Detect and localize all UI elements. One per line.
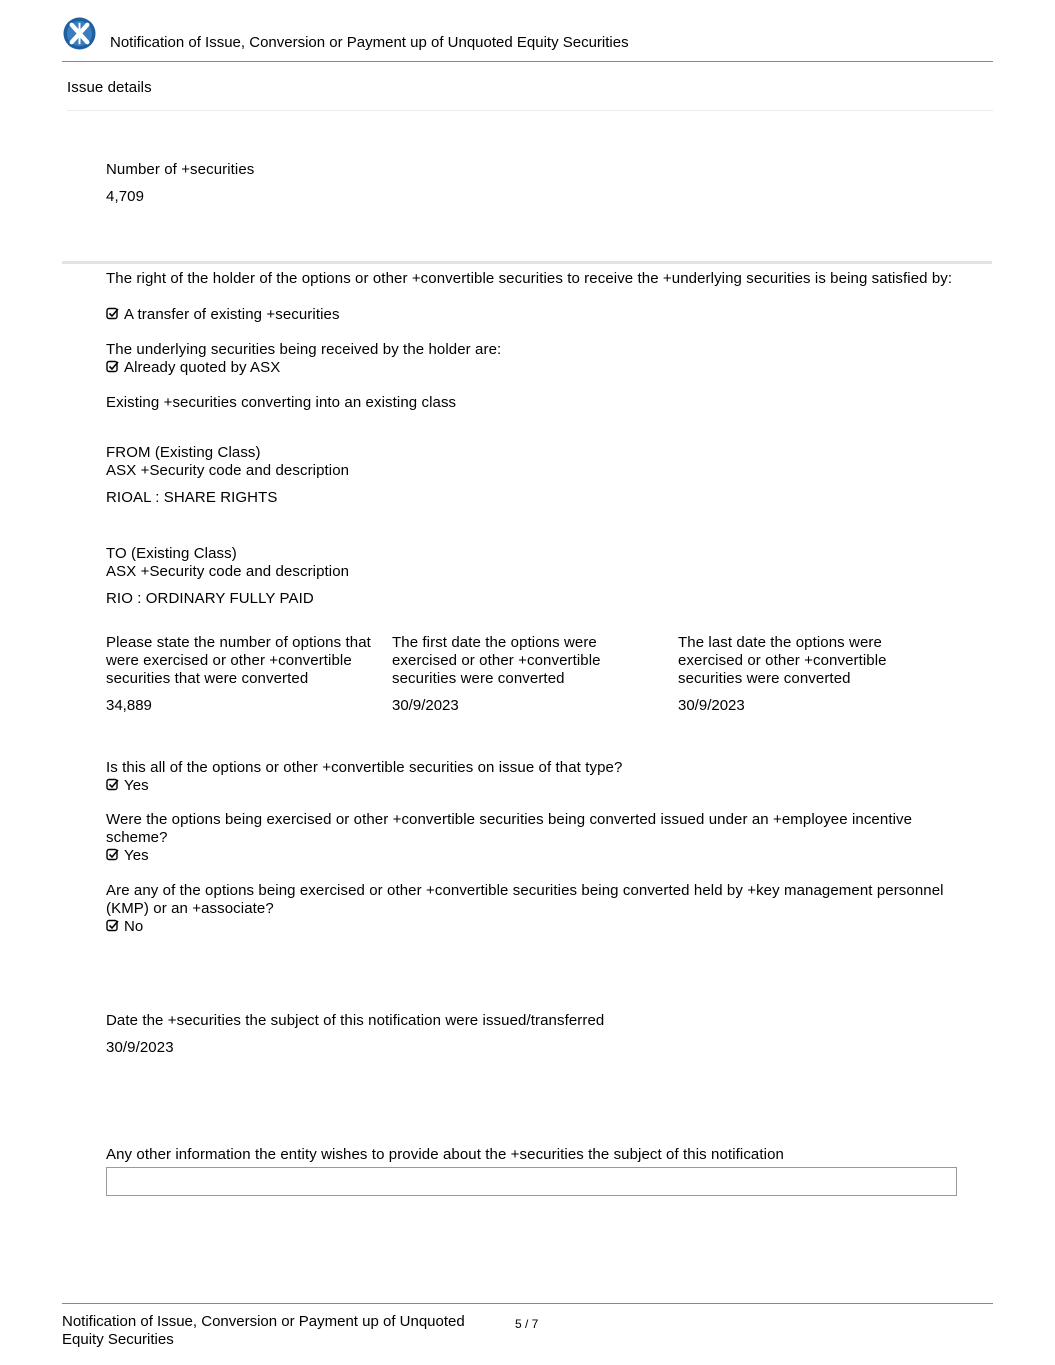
right-of-holder-question: The right of the holder of the options or other +convertible securities to receive the +underlying securities is being satisfied by: — [106, 270, 953, 287]
all-options-answer — [106, 777, 149, 795]
footer-title: Notification of Issue, Conversion or Payment up of Unquoted Equity Securities — [62, 1313, 465, 1348]
kmp-question: Are any of the options being exercised or other +convertible securities being converted held by +key management personnel (KMP) or an +associate? — [106, 882, 944, 917]
options-exercised-question: Please state the number of options that were exercised or other +convertible securities that were converted — [106, 634, 371, 687]
checkbox-checked-icon — [106, 360, 119, 373]
checkbox-checked-icon — [106, 919, 119, 932]
last-date-value: 30/9/2023 — [678, 697, 745, 714]
from-class-heading: FROM (Existing Class) — [106, 444, 261, 461]
checkbox-checked-icon — [106, 848, 119, 861]
last-date-question: The last date the options were exercised or other +convertible securities were converted — [678, 634, 887, 687]
number-of-securities-value: 4,709 — [106, 188, 145, 205]
section-divider — [67, 110, 993, 111]
right-of-holder-answer — [106, 306, 340, 324]
underlying-securities-question: The underlying securities being received by the holder are: — [106, 341, 502, 358]
conversion-type: Existing +securities converting into an existing class — [106, 394, 457, 411]
to-class-value: RIO : ORDINARY FULLY PAID — [106, 590, 314, 607]
issue-date-label: Date the +securities the subject of this notification were issued/transferred — [106, 1012, 605, 1029]
number-of-securities-label: Number of +securities — [106, 161, 255, 178]
all-options-answer-text: Yes — [124, 777, 149, 794]
from-class-value: RIOAL : SHARE RIGHTS — [106, 489, 278, 506]
underlying-securities-answer-text: Already quoted by ASX — [124, 359, 281, 376]
right-of-holder-answer-text: A transfer of existing +securities — [124, 306, 340, 323]
issue-date-value: 30/9/2023 — [106, 1039, 174, 1056]
checkbox-checked-icon — [106, 778, 119, 791]
last-date-field — [678, 634, 938, 715]
all-options-question: Is this all of the options or other +convertible securities on issue of that type? — [106, 759, 623, 776]
asx-logo-icon — [63, 17, 96, 50]
footer-divider — [62, 1303, 993, 1304]
other-info-textbox[interactable] — [106, 1167, 957, 1196]
employee-scheme-answer — [106, 847, 149, 865]
other-info-label: Any other information the entity wishes to provide about the +securities the subject of this notification — [106, 1146, 784, 1163]
options-exercised-value: 34,889 — [106, 697, 152, 714]
kmp-answer-text: No — [124, 918, 144, 935]
from-class-label: ASX +Security code and description — [106, 462, 350, 479]
first-date-field — [392, 634, 652, 715]
first-date-value: 30/9/2023 — [392, 697, 459, 714]
to-class-heading: TO (Existing Class) — [106, 545, 237, 562]
checkbox-checked-icon — [106, 307, 119, 320]
to-class-label: ASX +Security code and description — [106, 563, 350, 580]
employee-scheme-question: Were the options being exercised or other +convertible securities being converted issued under an +employee incentive scheme? — [106, 811, 913, 846]
block-divider — [62, 261, 992, 264]
options-exercised-field — [106, 634, 371, 715]
kmp-answer — [106, 918, 143, 936]
document-title: Notification of Issue, Conversion or Payment up of Unquoted Equity Securities — [110, 34, 629, 51]
section-title: Issue details — [67, 79, 152, 96]
underlying-securities-answer — [106, 359, 280, 377]
employee-scheme-answer-text: Yes — [124, 847, 149, 864]
header-divider — [62, 61, 993, 62]
first-date-question: The first date the options were exercised or other +convertible securities were converted — [392, 634, 601, 687]
page-number: 5 / 7 — [515, 1317, 539, 1331]
